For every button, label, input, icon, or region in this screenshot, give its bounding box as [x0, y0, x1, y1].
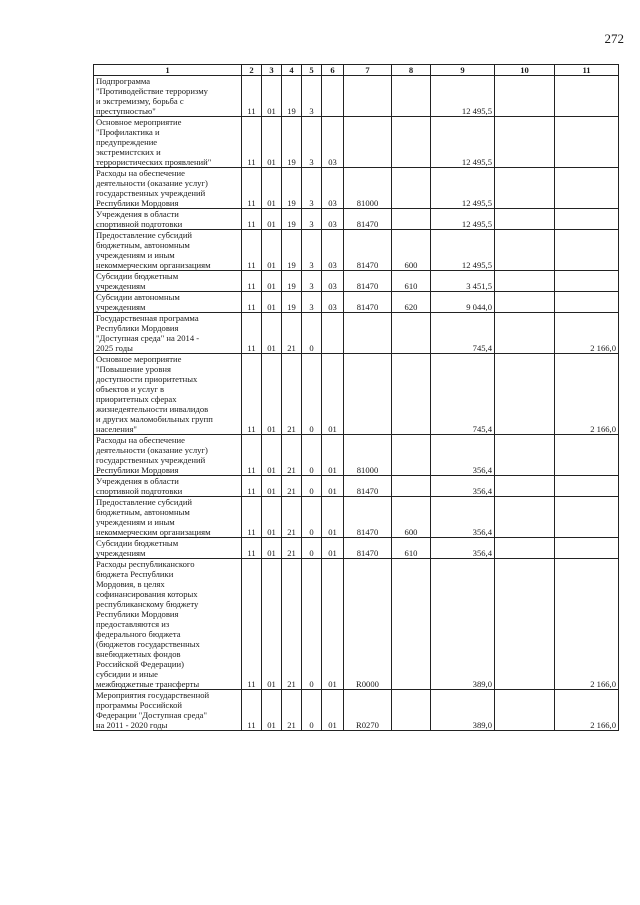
expense-type-code: 600 [392, 230, 431, 271]
subsection-code: 01 [262, 497, 282, 538]
row-name [94, 76, 242, 117]
row-name-line: доступности приоритетных [96, 374, 198, 384]
amount-3 [555, 117, 619, 168]
amount-2 [495, 168, 555, 209]
table-row [94, 168, 619, 209]
amount-2 [495, 117, 555, 168]
column-number-8: 8 [392, 65, 431, 76]
section-code: 11 [242, 230, 262, 271]
program-code: 19 [282, 271, 302, 292]
row-name-line: софинансирования которых [96, 589, 198, 599]
amount-3: 2 166,0 [555, 313, 619, 354]
section-code: 11 [242, 435, 262, 476]
row-name-line: государственных учреждений [96, 188, 206, 198]
row-name [94, 292, 242, 313]
row-name-line: спортивной подготовки [96, 219, 183, 229]
row-name-line: "Доступная среда" на 2014 - [96, 333, 200, 343]
amount-3 [555, 497, 619, 538]
column-number-3: 3 [262, 65, 282, 76]
row-name-line: жизнедеятельности инвалидов [96, 404, 209, 414]
expense-type-code: 610 [392, 538, 431, 559]
subsection-code: 01 [262, 168, 282, 209]
amount-2 [495, 538, 555, 559]
row-name-line: Федерации "Доступная среда" [96, 710, 207, 720]
row-name [94, 209, 242, 230]
amount: 356,4 [431, 435, 495, 476]
subprogram-code: 0 [302, 497, 322, 538]
program-code: 19 [282, 168, 302, 209]
row-name-line: Подпрограмма [96, 76, 151, 86]
direction-code: 81470 [344, 497, 392, 538]
section-code: 11 [242, 538, 262, 559]
column-number-11: 11 [555, 65, 619, 76]
row-name [94, 476, 242, 497]
subsection-code: 01 [262, 476, 282, 497]
amount-2 [495, 354, 555, 435]
table-row [94, 538, 619, 559]
row-name-line: экстремистских и [96, 147, 161, 157]
program-code: 21 [282, 435, 302, 476]
table-row [94, 117, 619, 168]
subsection-code: 01 [262, 313, 282, 354]
row-name-line: и экстремизму, борьба с [96, 96, 184, 106]
table-row [94, 292, 619, 313]
subsection-code: 01 [262, 292, 282, 313]
expense-type-code [392, 690, 431, 731]
amount-3 [555, 168, 619, 209]
row-name-line: Мордовия, в целях [96, 579, 165, 589]
amount: 12 495,5 [431, 230, 495, 271]
column-number-1: 1 [94, 65, 242, 76]
event-code: 01 [322, 435, 344, 476]
program-code: 21 [282, 476, 302, 497]
row-name-line: учреждениям [96, 548, 146, 558]
row-name [94, 168, 242, 209]
table-body [94, 76, 619, 731]
row-name-line: Республики Мордовия [96, 465, 179, 475]
row-name-line: учреждениям [96, 281, 146, 291]
program-code: 19 [282, 209, 302, 230]
event-code: 01 [322, 690, 344, 731]
row-name-line: приоритетных сферах [96, 394, 177, 404]
row-name [94, 117, 242, 168]
subprogram-code: 3 [302, 76, 322, 117]
amount-2 [495, 76, 555, 117]
expense-type-code: 610 [392, 271, 431, 292]
row-name-line: Субсидии автономным [96, 292, 180, 302]
table-row [94, 271, 619, 292]
direction-code [344, 354, 392, 435]
subsection-code: 01 [262, 209, 282, 230]
amount: 12 495,5 [431, 117, 495, 168]
row-name-line: субсидии и иные [96, 669, 158, 679]
section-code: 11 [242, 354, 262, 435]
amount: 745,4 [431, 354, 495, 435]
direction-code: 81470 [344, 230, 392, 271]
direction-code: 81470 [344, 209, 392, 230]
subprogram-code: 0 [302, 313, 322, 354]
direction-code: R0270 [344, 690, 392, 731]
program-code: 19 [282, 117, 302, 168]
amount: 12 495,5 [431, 76, 495, 117]
section-code: 11 [242, 117, 262, 168]
direction-code: 81470 [344, 476, 392, 497]
row-name-line: преступностью" [96, 106, 156, 116]
section-code: 11 [242, 209, 262, 230]
direction-code: 81000 [344, 168, 392, 209]
expense-type-code [392, 168, 431, 209]
event-code: 03 [322, 117, 344, 168]
column-number-9: 9 [431, 65, 495, 76]
amount-2 [495, 497, 555, 538]
subsection-code: 01 [262, 76, 282, 117]
row-name-line: Субсидии бюджетным [96, 538, 179, 548]
table-row [94, 313, 619, 354]
direction-code: 81470 [344, 292, 392, 313]
row-name-line: объектов и услуг в [96, 384, 165, 394]
subprogram-code: 0 [302, 476, 322, 497]
amount-3 [555, 435, 619, 476]
row-name-line: Расходы на обеспечение [96, 168, 185, 178]
amount: 389,0 [431, 690, 495, 731]
row-name [94, 271, 242, 292]
section-code: 11 [242, 476, 262, 497]
table-row [94, 209, 619, 230]
row-name-line: государственных учреждений [96, 455, 206, 465]
column-number-10: 10 [495, 65, 555, 76]
program-code: 21 [282, 538, 302, 559]
row-name [94, 538, 242, 559]
row-name-line: учреждениям и иным [96, 517, 175, 527]
expense-type-code: 600 [392, 497, 431, 538]
table-row [94, 354, 619, 435]
row-name-line: предупреждение [96, 137, 158, 147]
subprogram-code: 0 [302, 538, 322, 559]
direction-code [344, 313, 392, 354]
row-name [94, 354, 242, 435]
row-name-line: Предоставление субсидий [96, 230, 193, 240]
column-number-7: 7 [344, 65, 392, 76]
row-name-line: деятельности (оказание услуг) [96, 178, 208, 188]
amount: 356,4 [431, 538, 495, 559]
subsection-code: 01 [262, 559, 282, 690]
row-name-line: спортивной подготовки [96, 486, 183, 496]
amount: 389,0 [431, 559, 495, 690]
amount-2 [495, 271, 555, 292]
subsection-code: 01 [262, 538, 282, 559]
subsection-code: 01 [262, 435, 282, 476]
program-code: 19 [282, 292, 302, 313]
event-code [322, 313, 344, 354]
expense-type-code [392, 117, 431, 168]
amount-2 [495, 690, 555, 731]
row-name [94, 230, 242, 271]
direction-code: 81470 [344, 538, 392, 559]
budget-table [93, 64, 619, 731]
event-code: 03 [322, 168, 344, 209]
amount: 745,4 [431, 313, 495, 354]
event-code: 01 [322, 476, 344, 497]
amount-2 [495, 559, 555, 690]
program-code: 21 [282, 690, 302, 731]
table-row [94, 230, 619, 271]
column-number-6: 6 [322, 65, 344, 76]
event-code: 01 [322, 538, 344, 559]
table-row [94, 435, 619, 476]
section-code: 11 [242, 271, 262, 292]
amount-2 [495, 292, 555, 313]
row-name-line: Учреждения в области [96, 476, 179, 486]
row-name-line: "Профилактика и [96, 127, 160, 137]
subprogram-code: 3 [302, 168, 322, 209]
subprogram-code: 0 [302, 690, 322, 731]
event-code: 01 [322, 559, 344, 690]
amount-2 [495, 230, 555, 271]
row-name-line: некоммерческим организациям [96, 527, 211, 537]
amount-2 [495, 313, 555, 354]
program-code: 19 [282, 230, 302, 271]
section-code: 11 [242, 497, 262, 538]
row-name-line: Мероприятия государственной [96, 690, 210, 700]
amount-2 [495, 476, 555, 497]
amount: 12 495,5 [431, 209, 495, 230]
amount-3 [555, 230, 619, 271]
section-code: 11 [242, 76, 262, 117]
subprogram-code: 3 [302, 230, 322, 271]
subprogram-code: 0 [302, 559, 322, 690]
section-code: 11 [242, 559, 262, 690]
expense-type-code [392, 559, 431, 690]
amount-3: 2 166,0 [555, 354, 619, 435]
table-row [94, 476, 619, 497]
row-name-line: на 2011 - 2020 годы [96, 720, 168, 730]
amount-3 [555, 292, 619, 313]
column-number-row [94, 65, 619, 76]
expense-type-code [392, 435, 431, 476]
program-code: 21 [282, 313, 302, 354]
section-code: 11 [242, 690, 262, 731]
row-name-line: Российской Федерации) [96, 659, 184, 669]
row-name-line: бюджетным, автономным [96, 507, 190, 517]
row-name [94, 559, 242, 690]
row-name-line: населения" [96, 424, 137, 434]
expense-type-code [392, 476, 431, 497]
event-code: 01 [322, 497, 344, 538]
amount-3 [555, 271, 619, 292]
row-name-line: Учреждения в области [96, 209, 179, 219]
row-name-line: Государственная программа [96, 313, 199, 323]
row-name-line: деятельности (оказание услуг) [96, 445, 208, 455]
expense-type-code [392, 313, 431, 354]
amount: 12 495,5 [431, 168, 495, 209]
direction-code: R0000 [344, 559, 392, 690]
direction-code: 81470 [344, 271, 392, 292]
event-code: 03 [322, 271, 344, 292]
row-name-line: 2025 годы [96, 343, 133, 353]
row-name-line: Предоставление субсидий [96, 497, 193, 507]
table-row [94, 559, 619, 690]
row-name-line: Республики Мордовия [96, 198, 179, 208]
row-name-line: Республики Мордовия [96, 323, 179, 333]
amount: 356,4 [431, 476, 495, 497]
amount: 356,4 [431, 497, 495, 538]
row-name-line: террористических проявлений" [96, 157, 212, 167]
row-name-line: (бюджетов государственных [96, 639, 200, 649]
section-code: 11 [242, 292, 262, 313]
row-name-line: Основное мероприятие [96, 117, 182, 127]
row-name-line: Расходы на обеспечение [96, 435, 185, 445]
amount-3 [555, 209, 619, 230]
direction-code [344, 76, 392, 117]
row-name-line: некоммерческим организациям [96, 260, 211, 270]
row-name-line: бюджета Республики [96, 569, 174, 579]
amount-2 [495, 435, 555, 476]
table-row [94, 690, 619, 731]
subsection-code: 01 [262, 117, 282, 168]
row-name [94, 435, 242, 476]
expense-type-code [392, 209, 431, 230]
expense-type-code: 620 [392, 292, 431, 313]
section-code: 11 [242, 168, 262, 209]
expense-type-code [392, 76, 431, 117]
row-name-line: внебюджетных фондов [96, 649, 181, 659]
program-code: 21 [282, 354, 302, 435]
column-number-4: 4 [282, 65, 302, 76]
expense-type-code [392, 354, 431, 435]
row-name-line: учреждениям и иным [96, 250, 175, 260]
row-name-line: межбюджетные трансферты [96, 679, 200, 689]
subprogram-code: 0 [302, 435, 322, 476]
event-code: 03 [322, 209, 344, 230]
row-name [94, 313, 242, 354]
subprogram-code: 0 [302, 354, 322, 435]
subsection-code: 01 [262, 271, 282, 292]
row-name-line: федерального бюджета [96, 629, 181, 639]
direction-code: 81000 [344, 435, 392, 476]
page-number: 272 [604, 31, 624, 46]
direction-code [344, 117, 392, 168]
row-name [94, 690, 242, 731]
row-name-line: и других маломобильных групп [96, 414, 213, 424]
row-name-line: Расходы республиканского [96, 559, 195, 569]
subsection-code: 01 [262, 690, 282, 731]
row-name-line: республиканскому бюджету [96, 599, 199, 609]
amount: 3 451,5 [431, 271, 495, 292]
subprogram-code: 3 [302, 117, 322, 168]
column-number-5: 5 [302, 65, 322, 76]
subprogram-code: 3 [302, 271, 322, 292]
program-code: 21 [282, 497, 302, 538]
subsection-code: 01 [262, 354, 282, 435]
row-name-line: бюджетным, автономным [96, 240, 190, 250]
amount-2 [495, 209, 555, 230]
subprogram-code: 3 [302, 292, 322, 313]
amount-3: 2 166,0 [555, 559, 619, 690]
row-name-line: Субсидии бюджетным [96, 271, 179, 281]
amount-3 [555, 476, 619, 497]
table-row [94, 76, 619, 117]
amount-3 [555, 538, 619, 559]
row-name-line: Республики Мордовия [96, 609, 179, 619]
subprogram-code: 3 [302, 209, 322, 230]
subsection-code: 01 [262, 230, 282, 271]
amount: 9 044,0 [431, 292, 495, 313]
column-number-2: 2 [242, 65, 262, 76]
program-code: 21 [282, 559, 302, 690]
row-name-line: предоставляются из [96, 619, 170, 629]
row-name-line: программы Российской [96, 700, 182, 710]
row-name-line: Основное мероприятие [96, 354, 182, 364]
section-code: 11 [242, 313, 262, 354]
row-name [94, 497, 242, 538]
event-code [322, 76, 344, 117]
table-row [94, 497, 619, 538]
amount-3: 2 166,0 [555, 690, 619, 731]
row-name-line: "Повышение уровня [96, 364, 171, 374]
program-code: 19 [282, 76, 302, 117]
row-name-line: учреждениям [96, 302, 146, 312]
amount-3 [555, 76, 619, 117]
event-code: 03 [322, 230, 344, 271]
event-code: 01 [322, 354, 344, 435]
row-name-line: "Противодействие терроризму [96, 86, 208, 96]
event-code: 03 [322, 292, 344, 313]
